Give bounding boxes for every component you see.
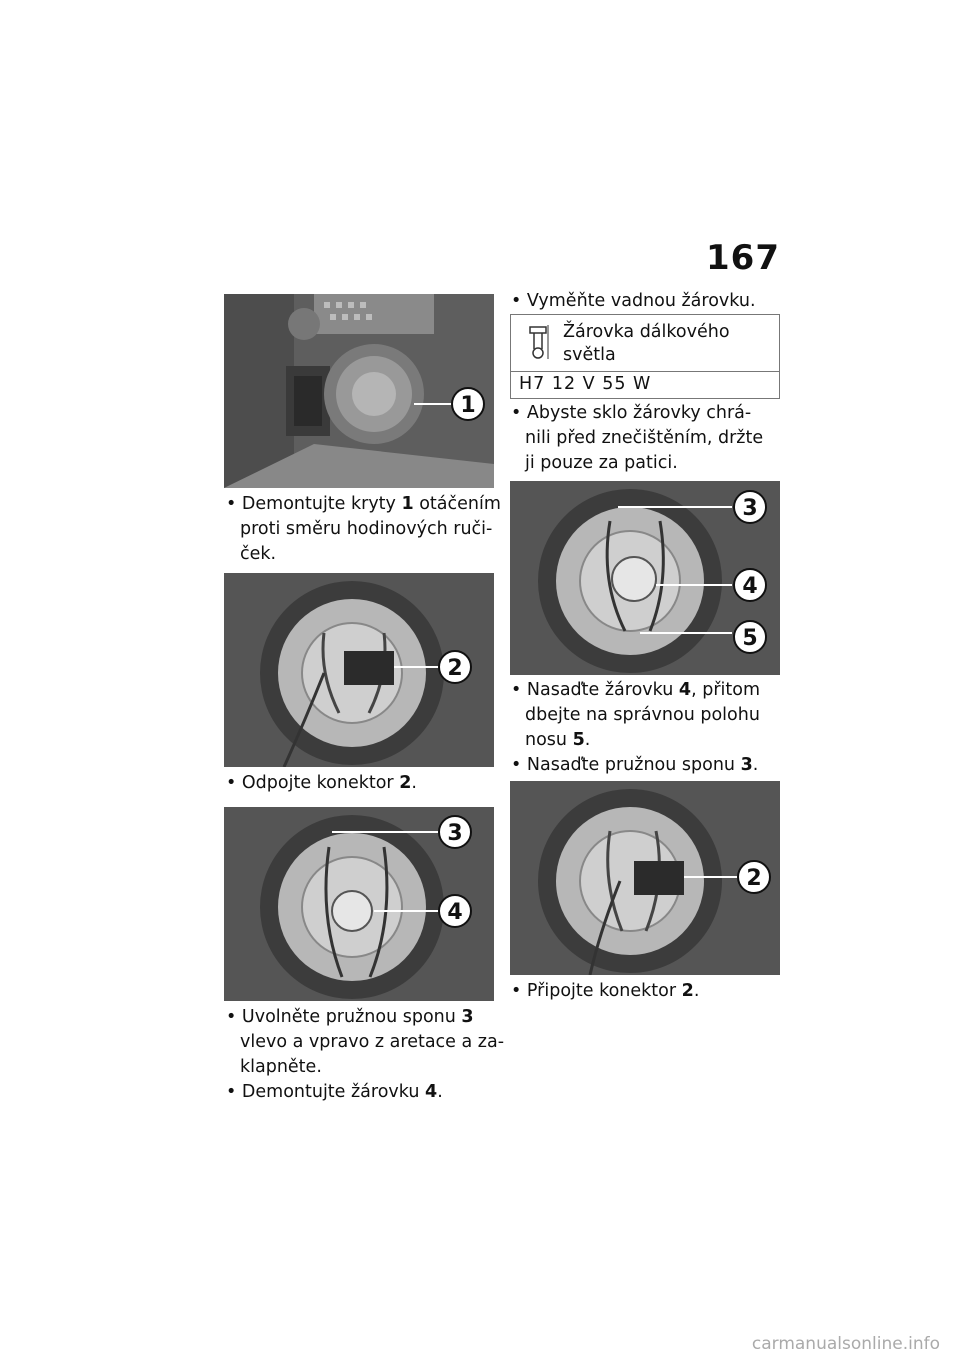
callout-5: 5: [742, 626, 758, 651]
photo-connector-attach: [510, 781, 780, 975]
photo-headlight-cover: [224, 294, 494, 488]
step-disconnect: • Odpojte konektor 2.: [226, 773, 417, 793]
photo-clip: [224, 807, 494, 1001]
callout-1: 1: [460, 393, 476, 418]
callout-2: 2: [447, 656, 463, 681]
bulb-icon: [525, 323, 551, 361]
spec-value: H7 12 V 55 W: [519, 374, 652, 394]
photo-bulb-insert: [510, 481, 780, 675]
spec-label-2: světla: [563, 345, 616, 365]
callout-4: 4: [447, 900, 463, 925]
step-connect: • Připojte konektor 2.: [511, 981, 700, 1001]
bulb-spec-table: [510, 314, 780, 399]
spec-label-1: Žárovka dálkového: [563, 322, 730, 342]
step-handle-glass: • Abyste sklo žárovky chrá- nili před znečištěním, držte ji pouze za patici.: [511, 403, 764, 473]
callout-3: 3: [447, 821, 463, 846]
callout-3-right: 3: [742, 496, 758, 521]
step-release-clip: • Uvolněte pružnou sponu 3 vlevo a vpravo z aretace a za- klapněte. • Demontujte žárovku 4.: [226, 1007, 505, 1102]
callout-4-right: 4: [742, 574, 758, 599]
step-remove-cover: • Demontujte kryty 1 otáčením proti směru hodinových ruči- ček.: [226, 494, 501, 564]
footer-watermark: carmanualsonline.info: [751, 1334, 940, 1354]
page-number: 167: [706, 238, 780, 278]
step-replace-bulb: • Vyměňte vadnou žárovku.: [511, 291, 756, 311]
callout-2-right: 2: [746, 866, 762, 891]
step-insert-bulb: • Nasaďte žárovku 4, přitom dbejte na správnou polohu nosu 5. • Nasaďte pružnou sponu 3.: [511, 680, 760, 775]
photo-connector: [224, 573, 494, 767]
